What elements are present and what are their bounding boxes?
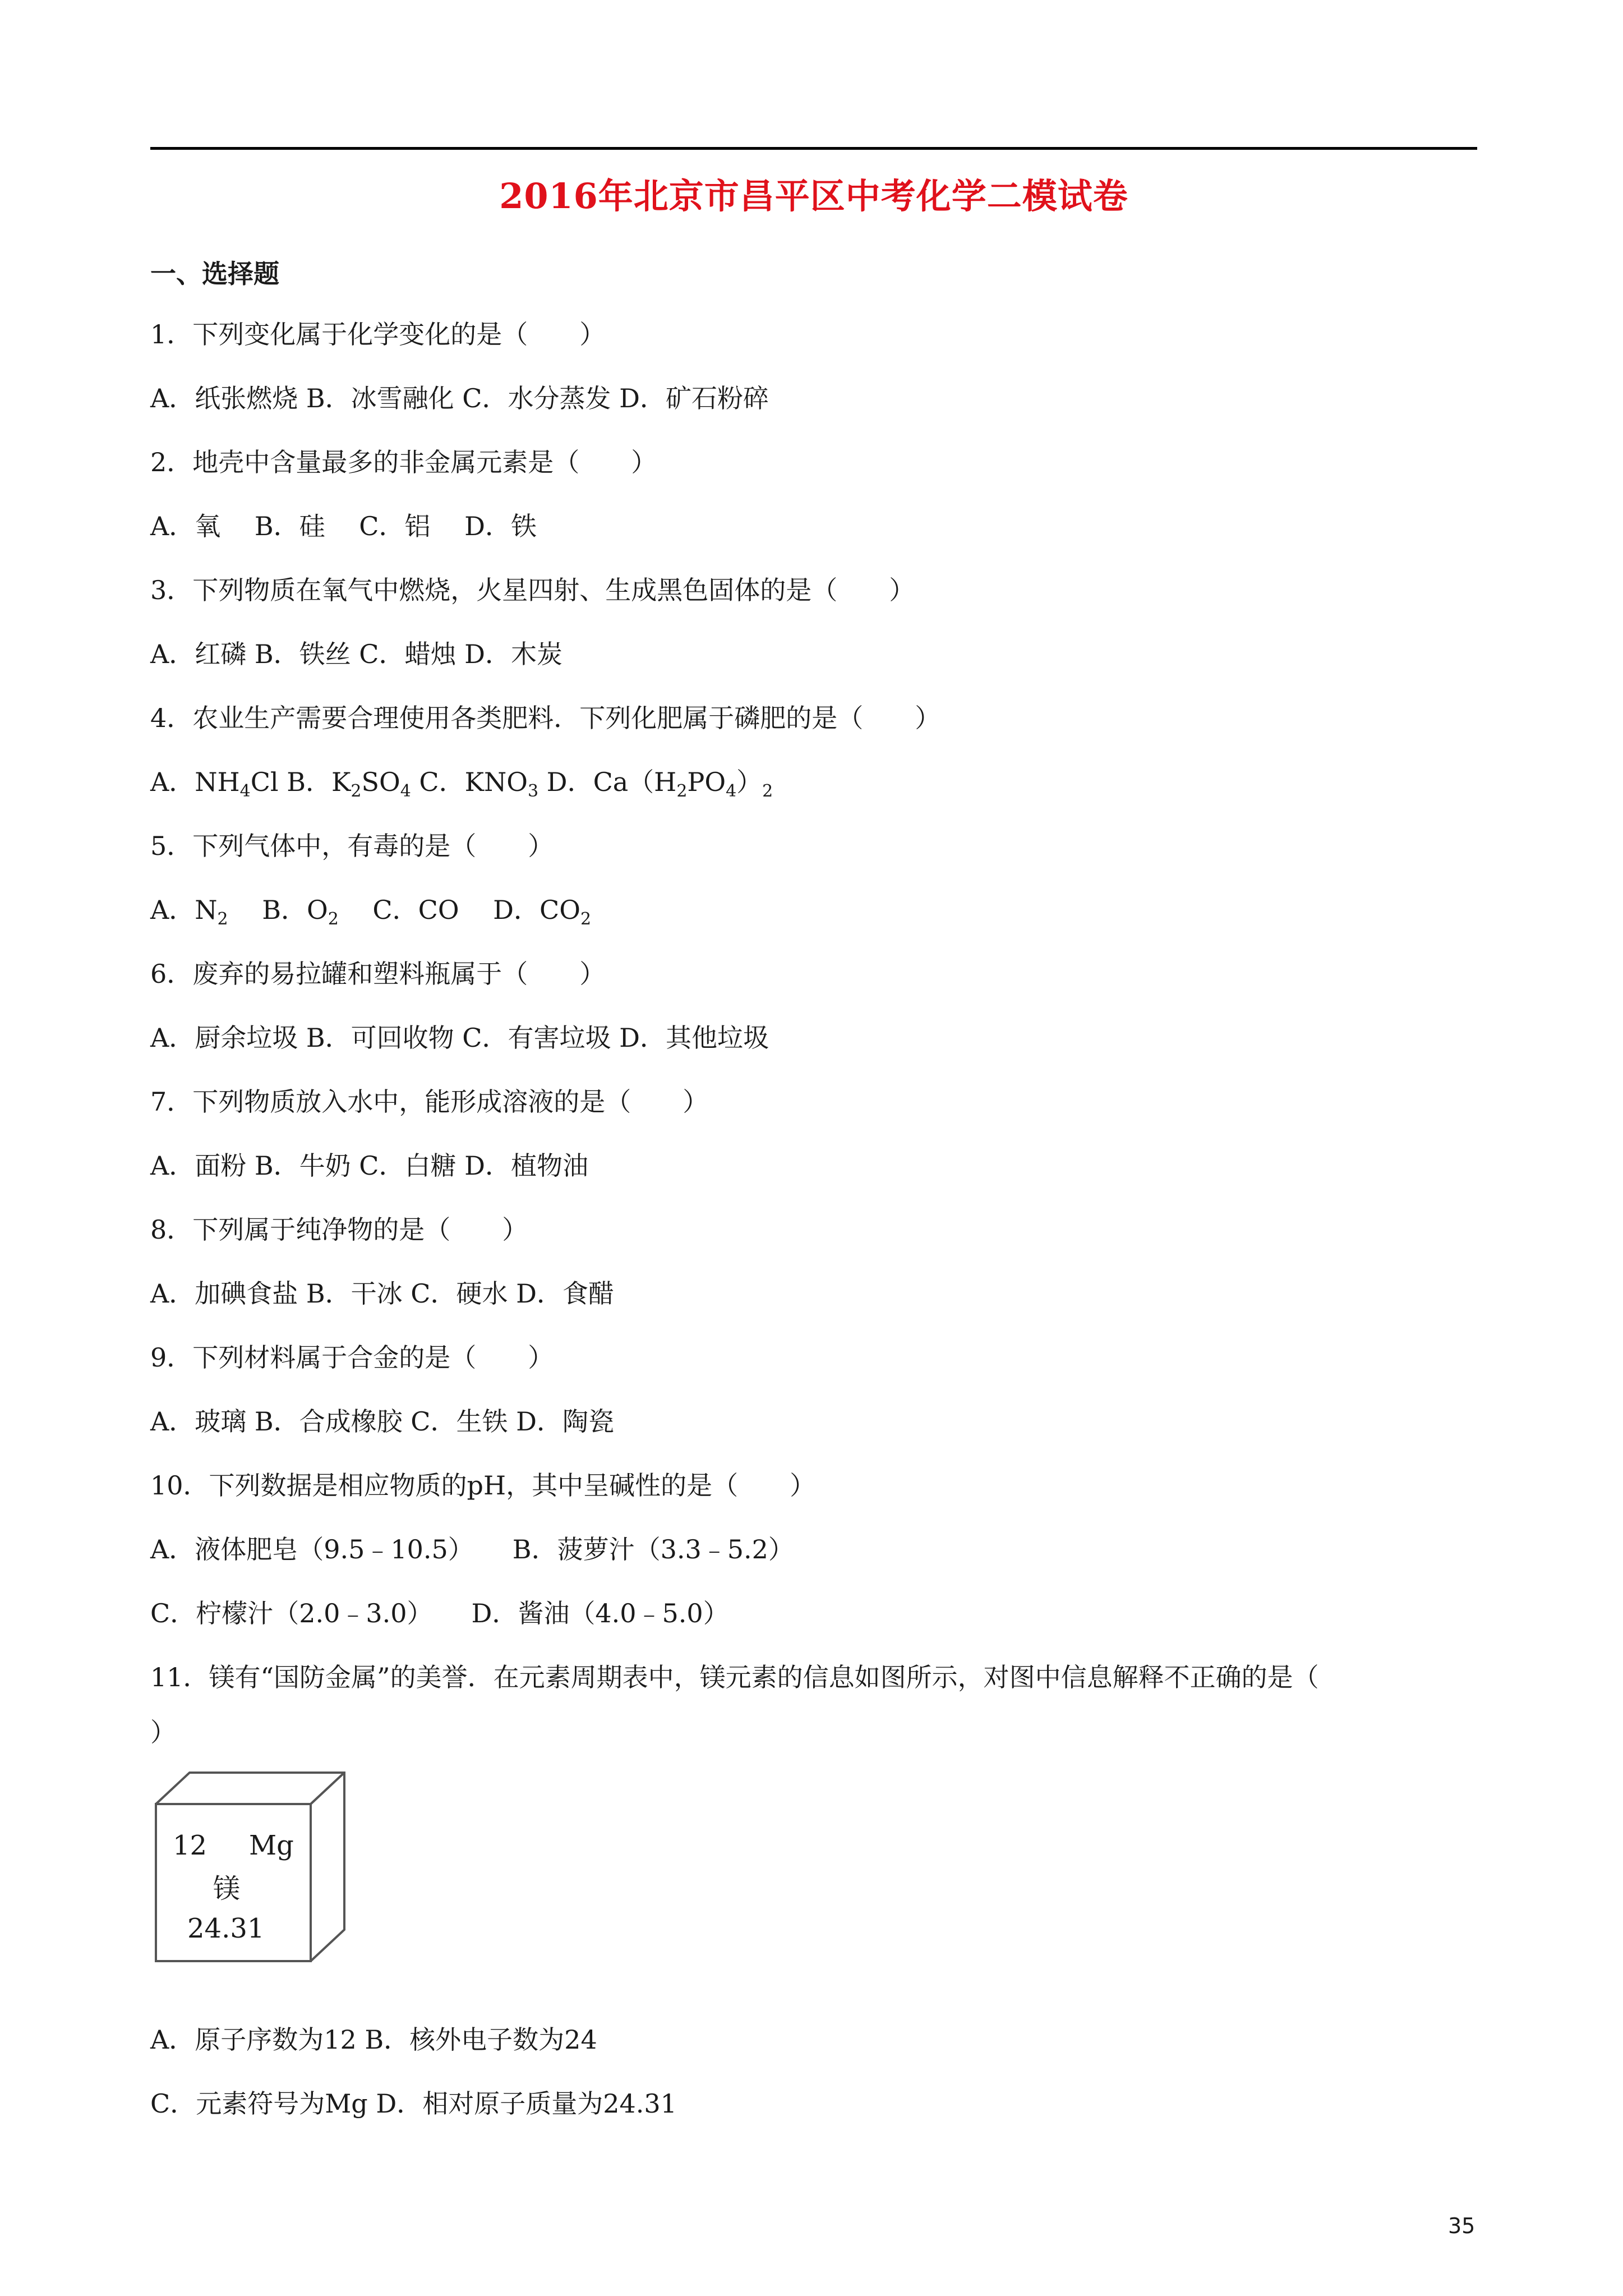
- question-11-options-ab: A．原子序数为12 B．核外电子数为24: [150, 2024, 597, 2055]
- question-4-options: A．$NH_4Cl$ B．$K_2SO_4$ C．$KNO_3$ D．$Ca(H_2PO_4)_2$: [150, 767, 773, 801]
- question-3: 3．下列物质在氧气中燃烧，火星四射、生成黑色固体的是（ ）: [150, 575, 915, 605]
- question-9: 9．下列材料属于合金的是（ ）: [150, 1342, 554, 1373]
- page-number: 35: [1448, 2214, 1476, 2238]
- question-6: 6．废弃的易拉罐和塑料瓶属于（ ）: [150, 959, 606, 989]
- question-11-options-cd: C．元素符号为Mg D．相对原子质量为24.31: [150, 2088, 677, 2119]
- question-7-options: A．面粉 B．牛奶 C．白糖 D．植物油: [150, 1151, 588, 1181]
- question-4: 4．农业生产需要合理使用各类肥料．下列化肥属于磷肥的是（ ）: [150, 703, 941, 733]
- question-2: 2．地壳中含量最多的非金属元素是（ ）: [150, 447, 657, 477]
- question-1: 1．下列变化属于化学变化的是（ ）: [150, 319, 606, 349]
- element-card-symbol: Mg: [249, 1830, 294, 1861]
- question-7: 7．下列物质放入水中，能形成溶液的是（ ）: [150, 1087, 709, 1117]
- page-title: 2016年北京市昌平区中考化学二模试卷: [499, 176, 1128, 217]
- question-10: 10．下列数据是相应物质的pH，其中呈碱性的是（ ）: [150, 1470, 816, 1501]
- question-10-options-ab: A．液体肥皂（9.5﹣10.5） B．菠萝汁（3.3﹣5.2）: [150, 1534, 794, 1565]
- question-1-options: A．纸张燃烧 B．冰雪融化 C．水分蒸发 D．矿石粉碎: [150, 383, 769, 413]
- element-card-atomic-number: 12: [173, 1830, 208, 1861]
- question-5: 5．下列气体中，有毒的是（ ）: [150, 831, 554, 861]
- question-2-options: A．氧 B．硅 C．铝 D．铁: [150, 511, 537, 541]
- question-10-options-cd: C．柠檬汁（2.0﹣3.0） D．酱油（4.0﹣5.0）: [150, 1598, 729, 1628]
- question-8-options: A．加碘食盐 B．干冰 C．硬水 D．食醋: [150, 1278, 614, 1309]
- header-rule: [150, 147, 1477, 150]
- question-5-options: A．$N_2$ B．$O_2$ C．CO D．$CO_2$: [150, 895, 592, 929]
- question-11-continued: ）: [150, 1717, 176, 1747]
- section-heading: 一、选择题: [150, 259, 279, 289]
- question-11: 11．镁有“国防金属”的美誉．在元素周期表中，镁元素的信息如图所示，对图中信息解释不正确的是（: [150, 1662, 1319, 1692]
- element-card-name: 镁: [213, 1873, 241, 1904]
- question-9-options: A．玻璃 B．合成橡胶 C．生铁 D．陶瓷: [150, 1406, 614, 1437]
- question-8: 8．下列属于纯净物的是（ ）: [150, 1214, 528, 1245]
- element-card-mass: 24.31: [187, 1913, 265, 1944]
- question-3-options: A．红磷 B．铁丝 C．蜡烛 D．木炭: [150, 639, 562, 669]
- question-6-options: A．厨余垃圾 B．可回收物 C．有害垃圾 D．其他垃圾: [150, 1023, 769, 1053]
